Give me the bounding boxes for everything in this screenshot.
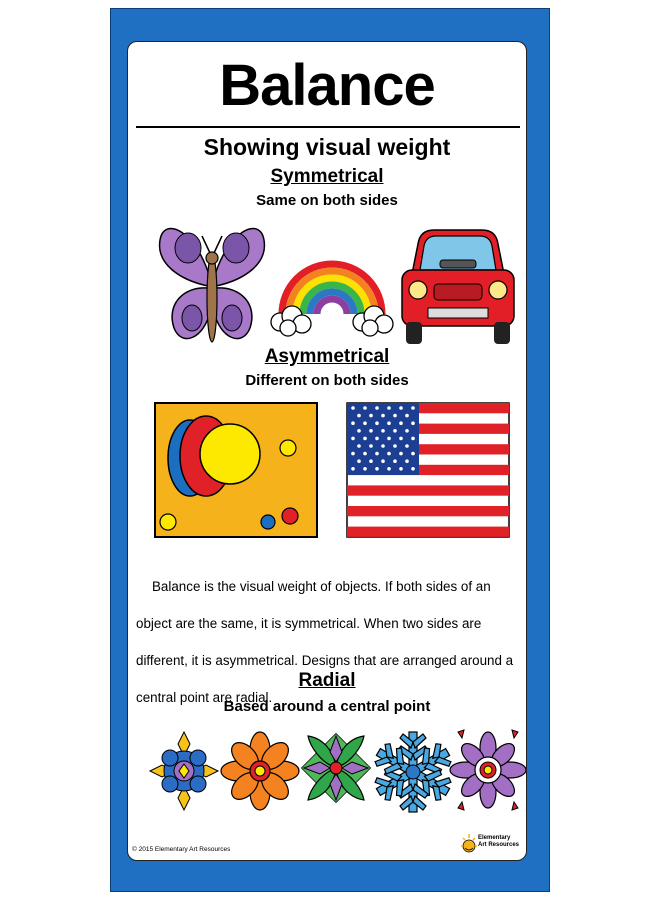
flag-star xyxy=(375,437,379,441)
flag-star xyxy=(375,406,379,410)
flag-star xyxy=(357,459,361,463)
paragraph-text: Balance is the visual weight of objects. If both sides of an object are the same, it is symmetrical. When two sides are different, it is asymmetrical. Designs that are arranged around a central point are radial. xyxy=(136,579,514,705)
poster-title: Balance xyxy=(219,53,435,118)
flag-star xyxy=(363,437,367,441)
butterfly-icon xyxy=(156,220,268,350)
flag-star xyxy=(399,467,403,471)
poster-subtitle: Showing visual weight xyxy=(203,134,451,160)
logo-text xyxy=(478,835,519,849)
flag-star xyxy=(387,452,391,456)
flag-star xyxy=(381,444,385,448)
flag-star xyxy=(411,406,415,410)
flag-star xyxy=(363,406,367,410)
flag-star xyxy=(381,414,385,418)
poster-card xyxy=(127,41,527,861)
flower-icon xyxy=(300,732,372,812)
flag-star xyxy=(369,459,373,463)
flower-icon xyxy=(148,728,220,814)
flag-star xyxy=(393,444,397,448)
rainbow-icon xyxy=(272,232,392,336)
snowflake-icon xyxy=(376,728,450,816)
flag-star xyxy=(369,414,373,418)
flag-star xyxy=(411,437,415,441)
symmetrical-heading: Symmetrical xyxy=(270,166,384,187)
flag-star xyxy=(363,467,367,471)
flag-star xyxy=(357,429,361,433)
logo-line-1: Elementary xyxy=(478,835,511,841)
logo-line-2: Art Resources xyxy=(478,842,520,848)
flower-icon xyxy=(224,728,296,814)
poster-border xyxy=(110,8,550,892)
flag-star xyxy=(387,467,391,471)
flag-star xyxy=(399,452,403,456)
flag-star xyxy=(399,406,403,410)
publisher-logo xyxy=(460,832,524,858)
flag-star xyxy=(351,406,355,410)
flag-star xyxy=(411,421,415,425)
title-divider xyxy=(136,126,520,128)
radial-description: Based around a central point xyxy=(223,698,431,715)
flag-star xyxy=(375,421,379,425)
flag-star xyxy=(351,452,355,456)
circles-icon xyxy=(154,402,318,538)
flag-star xyxy=(405,444,409,448)
flag-star xyxy=(405,459,409,463)
flag-star xyxy=(387,421,391,425)
flag-star xyxy=(351,467,355,471)
flag-star xyxy=(363,452,367,456)
flag-star xyxy=(351,421,355,425)
flag-star xyxy=(369,444,373,448)
flag-star xyxy=(387,406,391,410)
asymmetrical-description: Different on both sides xyxy=(245,372,409,389)
flag-star xyxy=(375,467,379,471)
flag-star xyxy=(387,437,391,441)
flag-star xyxy=(411,467,415,471)
balance-paragraph xyxy=(136,568,520,716)
asymmetrical-heading: Asymmetrical xyxy=(264,346,390,367)
copyright-notice: © 2015 Elementary Art Resources xyxy=(132,846,231,853)
flag-star xyxy=(381,459,385,463)
car-icon xyxy=(398,224,518,348)
flag-star xyxy=(381,429,385,433)
flag-star xyxy=(357,444,361,448)
flag-star xyxy=(393,459,397,463)
flag-star xyxy=(399,421,403,425)
flag-star xyxy=(369,429,373,433)
sun-logo-icon xyxy=(460,832,478,858)
flag-star xyxy=(405,414,409,418)
symmetrical-description: Same on both sides xyxy=(256,192,398,209)
flag-star xyxy=(393,414,397,418)
flag-star xyxy=(393,429,397,433)
radial-heading: Radial xyxy=(298,670,356,691)
flag-star xyxy=(351,437,355,441)
flag-star xyxy=(411,452,415,456)
flag-star xyxy=(375,452,379,456)
flag-star xyxy=(405,429,409,433)
flower-icon xyxy=(452,726,524,816)
flag-star xyxy=(363,421,367,425)
flag-star xyxy=(399,437,403,441)
us-flag-icon xyxy=(346,402,510,538)
flag-star xyxy=(357,414,361,418)
